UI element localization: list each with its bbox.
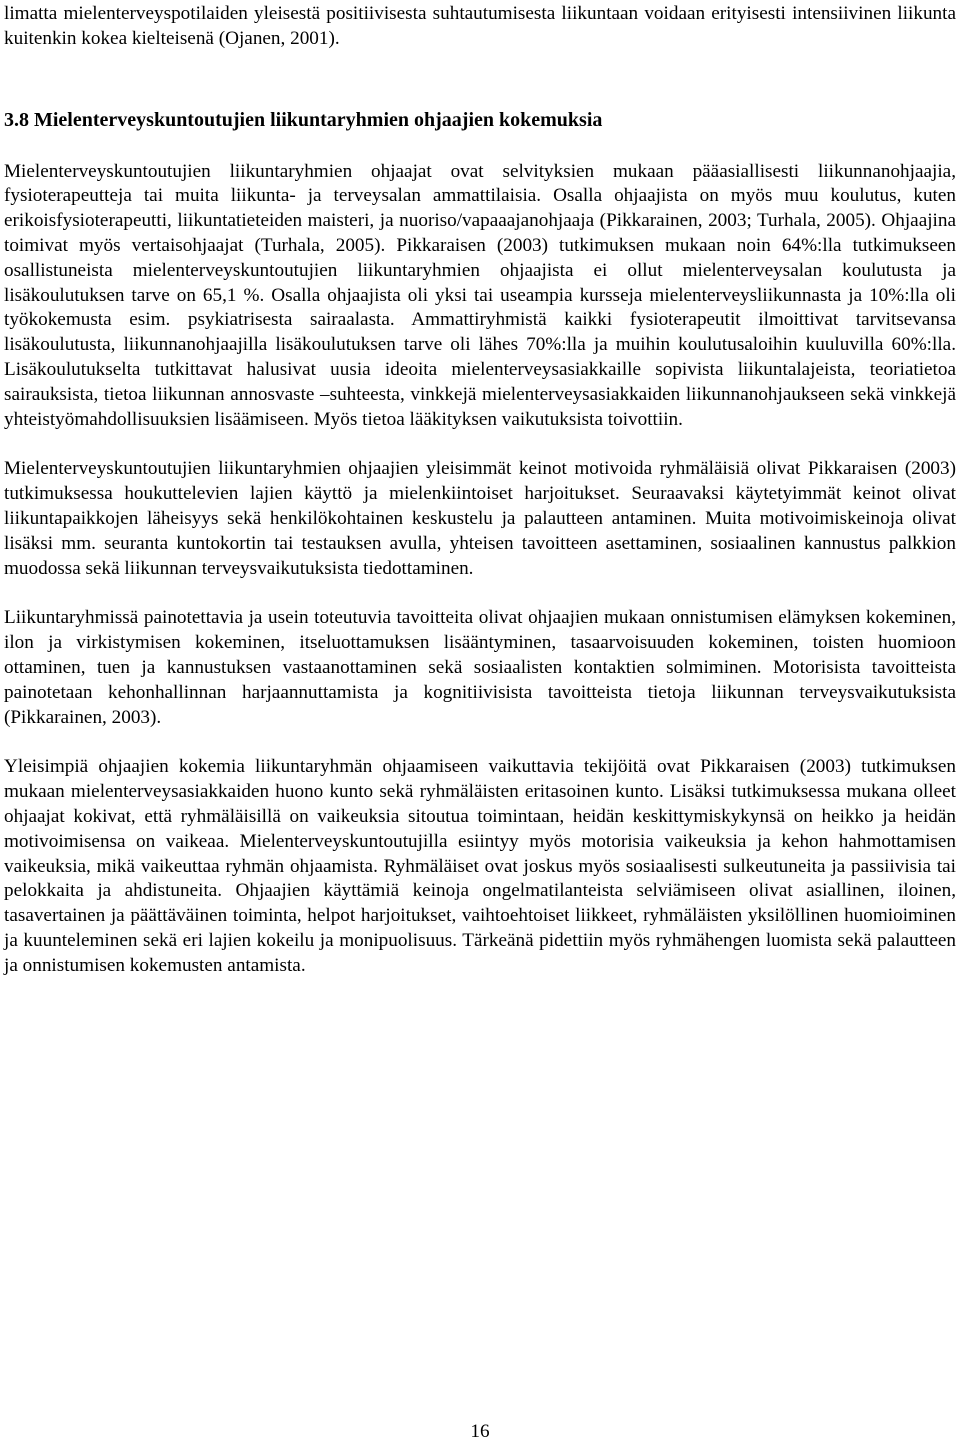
paragraph: Liikuntaryhmissä painotettavia ja usein toteutuvia tavoitteita olivat ohjaajien mukaan onnistumisen elämyksen kokeminen, ilon ja virkistymisen kokeminen, itseluottamuksen lisääntyminen, tasaarvoisuuden kokeminen, toisten huomioon ottaminen, tuen ja kannustuksen vastaanottaminen sekä sosiaalisten kontaktien solmiminen. Motorisista tavoitteista painotetaan kehonhallinnan harjaannuttamista ja kognitiivisista tavoitteista tietoja liikunnan terveysvaikutuksista (Pikkarainen, 2003). [4,607,956,728]
section-heading [4,107,956,133]
document-page [4,0,956,979]
paragraph: Mielenterveyskuntoutujien liikuntaryhmien ohjaajat ovat selvityksien mukaan pääasiallisesti liikunnanohjaajia, fysioterapeutteja tai muita liikunta- ja terveysalan ammattilaisia. Osalla ohjaajista on myös muu koulutus, kuten erikoisfysioterapeutti, liikuntatieteiden maisteri, ja nuoriso/vapaaajanohjaaja (Pikkarainen, 2003; Turhala, 2005). Ohjaajina toimivat myös vertaisohjaajat (Turhala, 2005). Pikkaraisen (2003) tutkimuksen mukaan noin 64%:lla tutkimukseen osallistuneista mielenterveyskuntoutujien liikuntaryhmien ohjaajista ei ollut mielenterveysalan koulutusta ja lisäkoulutuksen tarve on 65,1 %. Osalla ohjaajista oli yksi tai useampia kursseja mielenterveysliikunnasta ja 10%:lla oli työkokemusta esim. psykiatrisesta sairaalasta. Ammattiryhmistä kaikki fysioterapeutit ilmoittivat tarvitsevansa lisäkoulutusta, liikunnanohjaajilla lisäkoulutuksen tarve oli lähes 70%:lla ja muihin koulutusaloihin kuuluvilla 60%:lla. Lisäkoulutukselta tutkittavat halusivat uusia ideoita mielenterveysasiakkaille sopivista liikuntalajeista, teoriatietoa sairauksista, tietoa liikunnan annosvaste –suhteesta, vinkkejä mielenterveysasiakkaiden liikunnanohjaukseen sekä vinkkejä yhteistyömahdollisuuksien lisäämiseen. Myös tietoa lääkityksen vaikutuksista toivottiin. [4,160,956,430]
paragraph: Yleisimpiä ohjaajien kokemia liikuntaryhmän ohjaamiseen vaikuttavia tekijöitä ovat Pikkaraisen (2003) tutkimuksen mukaan mielenterveysasiakkaiden huono kunto sekä ryhmäläisten eritasoinen kunto. Lisäksi tutkimuksessa mukana olleet ohjaajat kokivat, että ryhmäläisillä on vaikeuksia sitoutua toimintaan, heidän keskittymiskykynsä on heikko ja heidän motivoimisensa on vaikeaa. Mielenterveyskuntoutujilla esiintyy myös motorisia vaikeuksia ja kehon hahmottamisen vaikeuksia, mikä vaikeuttaa ryhmän ohjaamista. Ryhmäläiset ovat joskus myös sosiaalisesti sulkeutuneita ja passiivisia tai pelokkaita ja ahdistuneita. Ohjaajien käyttämiä keinoja ongelmatilanteista selviämiseen olivat asiallinen, iloinen, tasavertainen ja päättäväinen toiminta, helpot harjoitukset, vaihtoehtoiset liikkeet, ryhmäläisten yksilöllinen huomioiminen ja kuunteleminen sekä eri lajien kokeilu ja monipuolisuus. Tärkeänä pidettiin myös ryhmähengen luomista sekä palautteen ja onnistumisen kokemusten antamista. [4,756,956,976]
paragraph: Mielenterveyskuntoutujien liikuntaryhmien ohjaajien yleisimmät keinot motivoida ryhmäläisiä olivat Pikkaraisen (2003) tutkimuksessa houkuttelevien lajien käyttö ja mielenkiintoiset harjoitukset. Seuraavaksi käytetyimmät keinot olivat liikuntapaikkojen läheisyys sekä henkilökohtainen keskustelu ja palautteen antaminen. Muita motivoimiskeinoja olivat lisäksi mm. seuranta kuntokortin tai testauksen avulla, yhteisen tavoitteen asettaminen, sosiaalinen kannustus palkkion muodossa sekä liikunnan terveysvaikutuksista tiedottaminen. [4,458,956,579]
section-title: Mielenterveyskuntoutujien liikuntaryhmien ohjaajien kokemuksia [34,108,603,131]
continuation-text: limatta mielenterveyspotilaiden yleisestä positiivisesta suhtautumisesta liikuntaan voidaan erityisesti intensiivinen liikunta kuitenkin kokea kielteisenä (Ojanen, 2001). [4,3,956,49]
page-number: 16 [470,1421,490,1442]
section-number: 3.8 [4,108,29,131]
